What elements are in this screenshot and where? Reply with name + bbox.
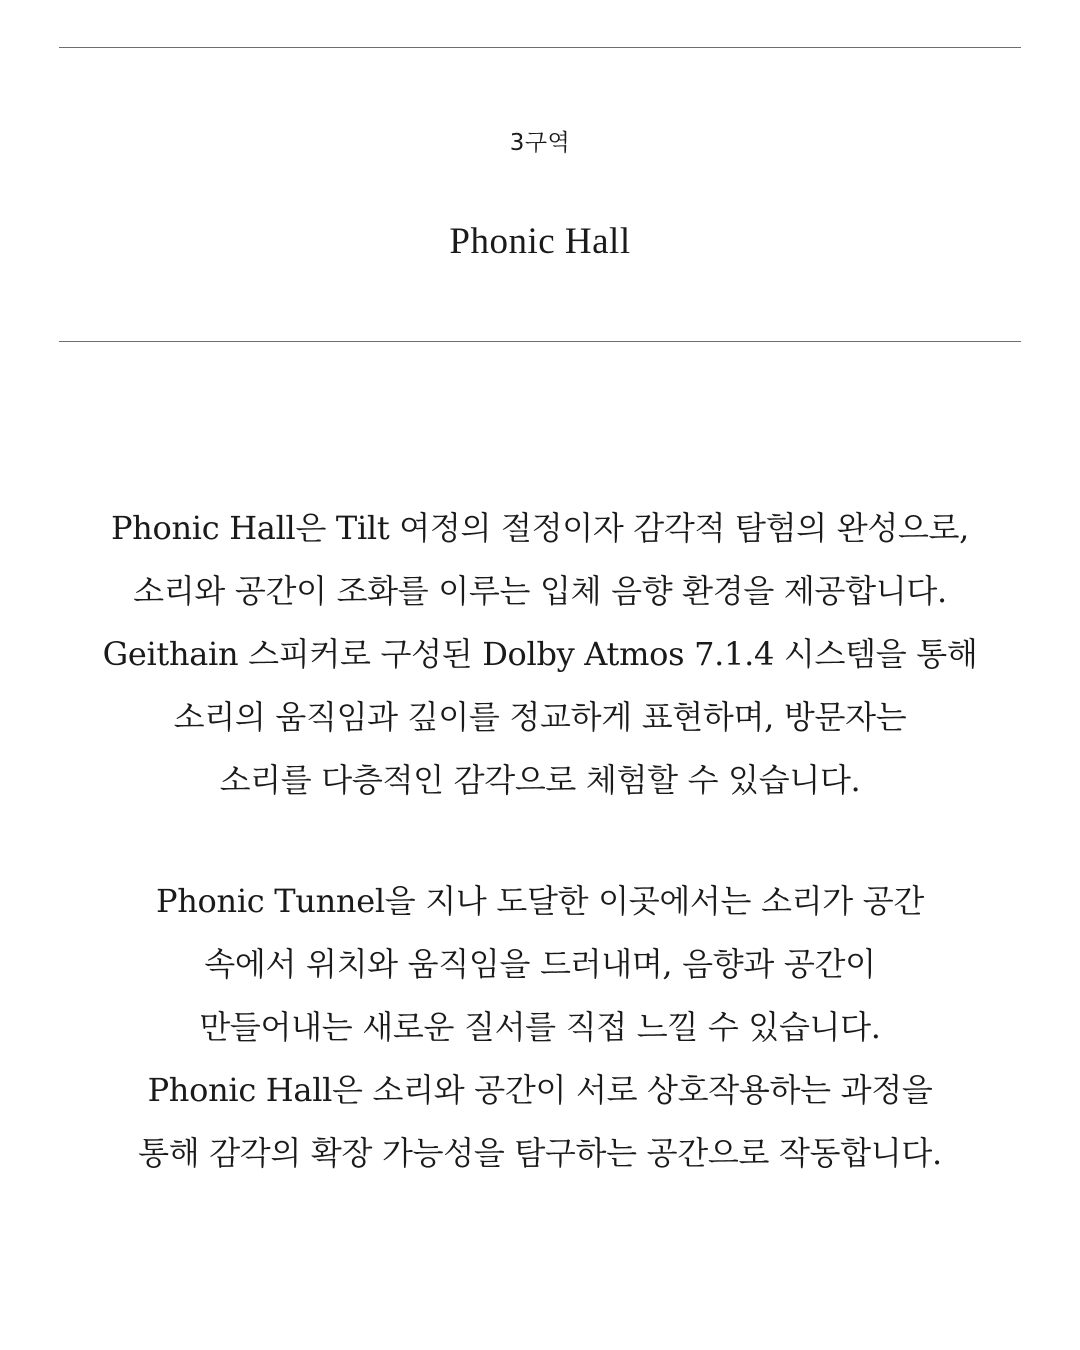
paragraph-line: 소리를 다층적인 감각으로 체험할 수 있습니다. <box>219 761 861 799</box>
paragraph-line: 만들어내는 새로운 질서를 직접 느낄 수 있습니다. <box>199 1008 881 1046</box>
paragraph-line: 속에서 위치와 움직임을 드러내며, 음향과 공간이 <box>204 945 876 983</box>
paragraph-line: 통해 감각의 확장 가능성을 탐구하는 공간으로 작동합니다. <box>138 1134 942 1172</box>
paragraph-line: Phonic Tunnel을 지나 도달한 이곳에서는 소리가 공간 <box>156 882 924 920</box>
paragraph-line: Phonic Hall은 소리와 공간이 서로 상호작용하는 과정을 <box>147 1071 933 1109</box>
paragraph-line: Phonic Hall은 Tilt 여정의 절정이자 감각적 탐험의 완성으로, <box>110 509 970 547</box>
description-paragraph-1 <box>30 497 1050 812</box>
paragraph-line: Geithain 스피커로 구성된 Dolby Atmos 7.1.4 시스템을 통해 <box>102 635 978 673</box>
paragraph-line: 소리의 움직임과 깊이를 정교하게 표현하며, 방문자는 <box>173 698 907 736</box>
description-paragraph-2 <box>30 870 1050 1185</box>
bottom-divider <box>59 341 1021 342</box>
paragraph-line: 소리와 공간이 조화를 이루는 입체 음향 환경을 제공합니다. <box>133 572 947 610</box>
zone-label: 3구역 <box>509 130 571 156</box>
hall-title: Phonic Hall <box>449 221 631 262</box>
top-divider <box>59 47 1021 48</box>
